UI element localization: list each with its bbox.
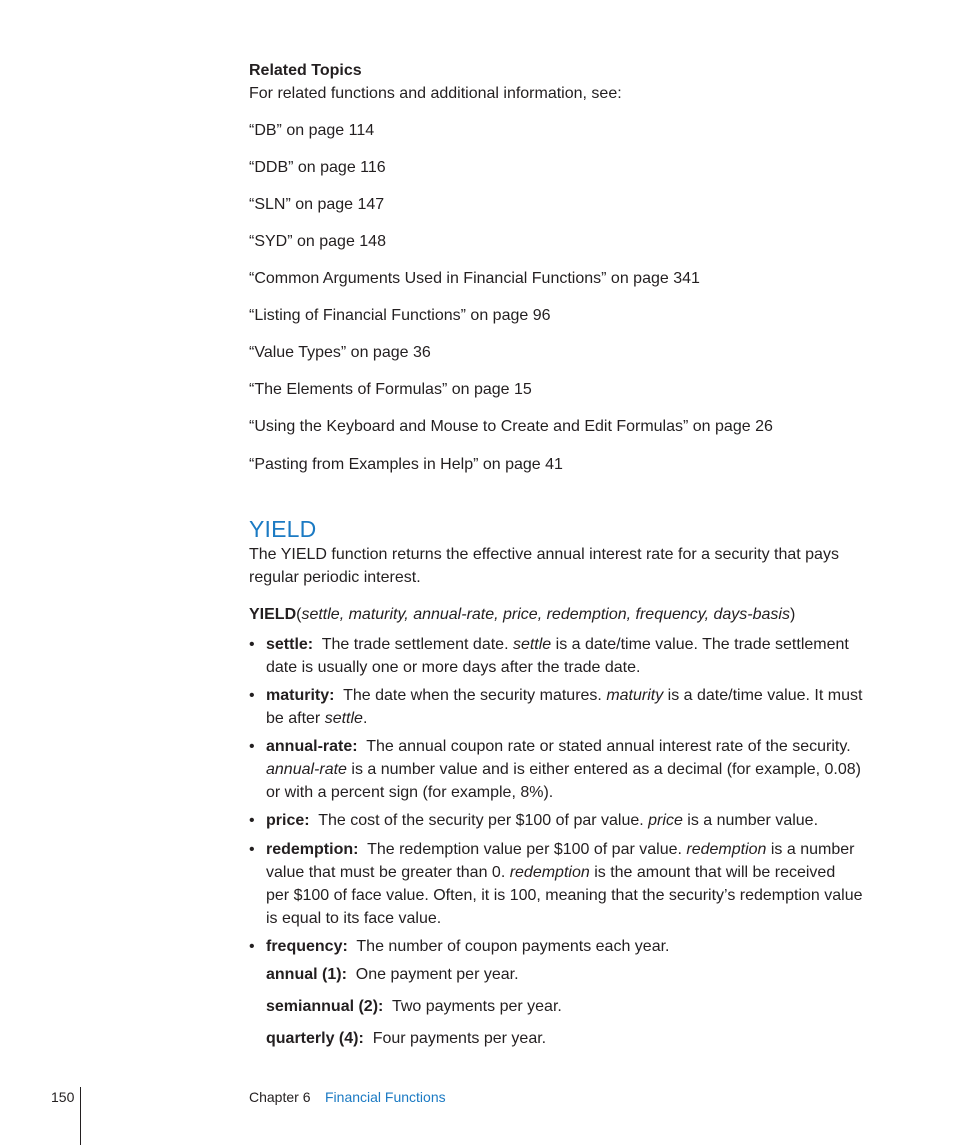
related-link-sln[interactable]: “SLN” on page 147 xyxy=(249,196,385,213)
bullet-price: • xyxy=(249,812,255,829)
arg-settle xyxy=(266,633,876,679)
yield-description-line-2: regular periodic interest. xyxy=(249,569,421,586)
bullet-frequency: • xyxy=(249,938,255,955)
bullet-redemption: • xyxy=(249,841,255,858)
arg-maturity-line-2: be after xyxy=(266,710,325,727)
arg-redemption-line-3: per $100 of face value. Often, it is 100, meaning that the security’s redemption value xyxy=(266,887,863,904)
arg-price-text-cont: is a number value. xyxy=(682,812,819,829)
frequency-option-semiannual xyxy=(266,995,876,1018)
frequency-option-semiannual-label: semiannual (2): xyxy=(266,998,384,1015)
bullet-settle: • xyxy=(249,636,255,653)
frequency-option-annual-label: annual (1): xyxy=(266,966,347,983)
arg-maturity-text: The date when the security matures. xyxy=(343,687,607,704)
related-link-pasting-examples[interactable]: “Pasting from Examples in Help” on page 41 xyxy=(249,456,563,473)
arg-annual-rate xyxy=(266,735,876,804)
yield-syntax xyxy=(249,603,795,626)
arg-redemption-line-2: value that must be greater than 0. xyxy=(266,864,510,881)
arg-redemption-line-4: is equal to its face value. xyxy=(266,910,442,927)
footer-divider xyxy=(80,1087,81,1145)
yield-title: YIELD xyxy=(249,516,317,542)
related-link-db[interactable]: “DB” on page 114 xyxy=(249,122,375,139)
arg-settle-label: settle: xyxy=(266,636,314,653)
arg-annual-rate-label: annual-rate: xyxy=(266,738,358,755)
arg-maturity-period: . xyxy=(362,710,368,727)
arg-annual-rate-term: annual-rate xyxy=(266,761,347,778)
syntax-function-name: YIELD xyxy=(249,606,297,623)
arg-price xyxy=(266,809,876,832)
arg-redemption-term: redemption xyxy=(686,841,767,858)
arg-annual-rate-line-3: or with a percent sign (for example, 8%). xyxy=(266,784,554,801)
frequency-option-quarterly xyxy=(266,1027,876,1050)
related-topics-intro: For related functions and additional information, see: xyxy=(249,85,622,102)
arg-settle-text-cont: is a date/time value. The trade settlement xyxy=(551,636,849,653)
arg-redemption xyxy=(266,838,876,930)
arg-maturity-label: maturity: xyxy=(266,687,335,704)
frequency-option-quarterly-text: Four payments per year. xyxy=(372,1030,547,1047)
related-link-keyboard-mouse[interactable]: “Using the Keyboard and Mouse to Create and Edit Formulas” on page 26 xyxy=(249,418,773,435)
arg-annual-rate-text: The annual coupon rate or stated annual interest rate of the security. xyxy=(366,738,851,755)
arg-redemption-label: redemption: xyxy=(266,841,359,858)
arg-maturity-text-cont: is a date/time value. It must xyxy=(663,687,863,704)
arg-frequency xyxy=(266,935,876,958)
related-link-elements-formulas[interactable]: “The Elements of Formulas” on page 15 xyxy=(249,381,532,398)
arg-redemption-text-cont: is a number xyxy=(766,841,855,858)
syntax-arguments: settle, maturity, annual-rate, price, redemption, frequency, days-basis xyxy=(301,606,790,623)
frequency-option-annual-text: One payment per year. xyxy=(355,966,519,983)
frequency-option-semiannual-text: Two payments per year. xyxy=(391,998,562,1015)
related-link-ddb[interactable]: “DDB” on page 116 xyxy=(249,159,386,176)
related-link-listing-financial[interactable]: “Listing of Financial Functions” on page 96 xyxy=(249,307,551,324)
related-link-value-types[interactable]: “Value Types” on page 36 xyxy=(249,344,431,361)
footer-chapter: Chapter 6 xyxy=(249,1089,311,1105)
arg-settle-text: The trade settlement date. xyxy=(321,636,513,653)
arg-frequency-text: The number of coupon payments each year. xyxy=(356,938,670,955)
arg-redemption-term-2: redemption xyxy=(509,864,590,881)
arg-settle-line-2: date is usually one or more days after the trade date. xyxy=(266,659,641,676)
syntax-close-paren: ) xyxy=(789,606,796,623)
arg-price-label: price: xyxy=(266,812,310,829)
arg-maturity-term: maturity xyxy=(606,687,664,704)
arg-redemption-line-2-cont: is the amount that will be received xyxy=(589,864,836,881)
bullet-maturity: • xyxy=(249,687,255,704)
arg-redemption-text: The redemption value per $100 of par value. xyxy=(367,841,687,858)
bullet-annual-rate: • xyxy=(249,738,255,755)
page-number: 150 xyxy=(51,1089,75,1105)
related-topics-heading: Related Topics xyxy=(249,62,362,79)
frequency-option-annual xyxy=(266,963,876,986)
arg-price-text: The cost of the security per $100 of par value. xyxy=(318,812,649,829)
related-link-common-arguments[interactable]: “Common Arguments Used in Financial Functions” on page 341 xyxy=(249,270,700,287)
frequency-option-quarterly-label: quarterly (4): xyxy=(266,1030,364,1047)
arg-maturity xyxy=(266,684,876,730)
arg-annual-rate-line-2: is a number value and is either entered as a decimal (for example, 0.08) xyxy=(346,761,861,778)
syntax-open-paren: ( xyxy=(296,606,302,623)
arg-frequency-label: frequency: xyxy=(266,938,348,955)
arg-settle-term: settle xyxy=(512,636,552,653)
related-link-syd[interactable]: “SYD” on page 148 xyxy=(249,233,386,250)
footer-chapter-title[interactable]: Financial Functions xyxy=(325,1089,446,1105)
yield-description-line-1: The YIELD function returns the effective annual interest rate for a security that pays xyxy=(249,546,839,563)
arg-price-term: price xyxy=(648,812,683,829)
arg-maturity-settle-term: settle xyxy=(324,710,363,727)
